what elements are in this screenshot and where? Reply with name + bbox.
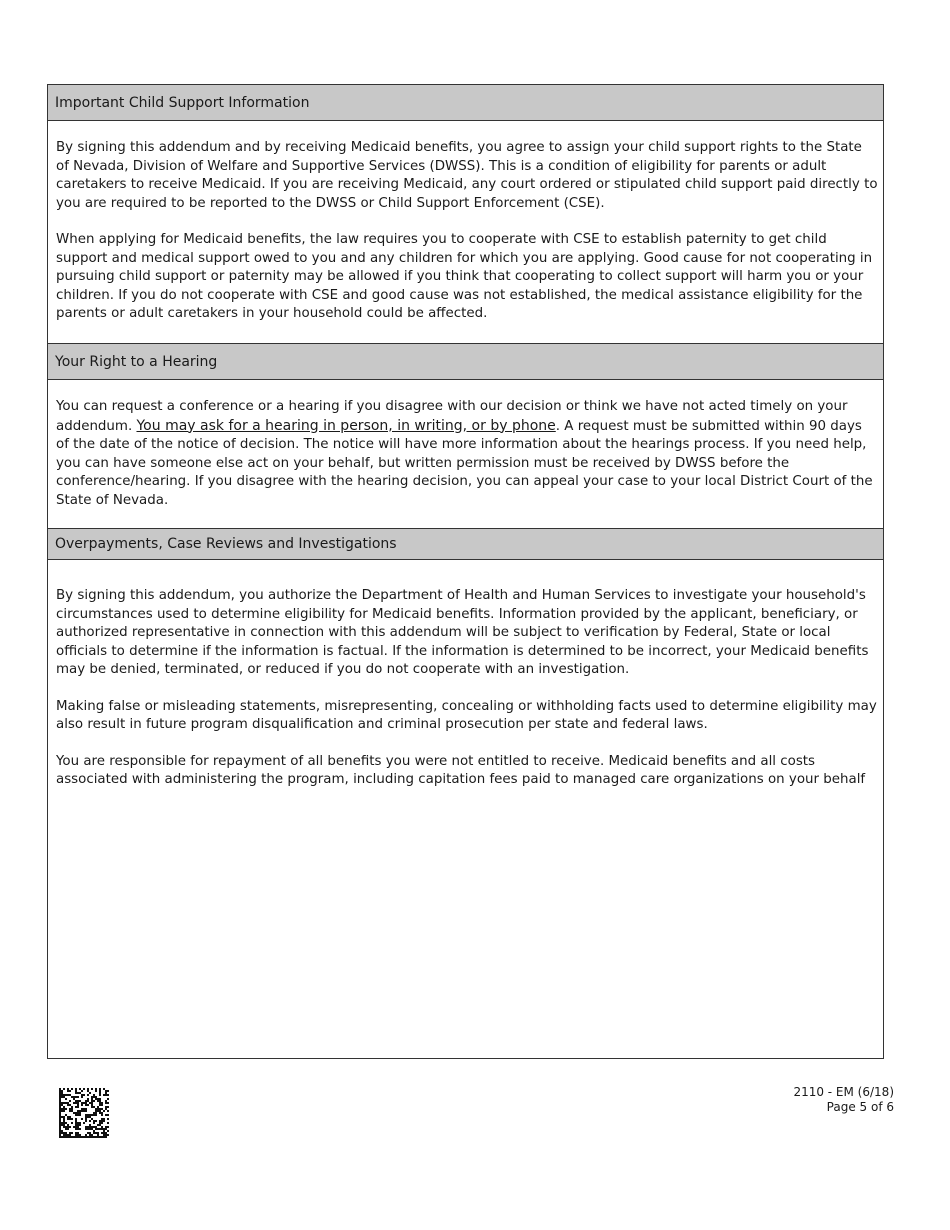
page-number: Page 5 of 6 <box>826 1099 894 1114</box>
section-header-hearing <box>48 343 883 380</box>
section-body-child-support <box>56 139 878 324</box>
section-title: Important Child Support Information <box>55 94 310 111</box>
paragraph <box>56 398 878 510</box>
section-header-overpayments <box>48 528 883 560</box>
hearing-methods-text: You may ask for a hearing in person, in writing, or by phone <box>136 417 556 434</box>
section-header-child-support <box>48 85 883 121</box>
section-title: Overpayments, Case Reviews and Investigations <box>55 536 397 552</box>
form-code: 2110 - EM (6/18) <box>793 1085 894 1099</box>
paragraph: Making false or misleading statements, misrepresenting, concealing or withholding facts used to determine eligibility may also result in future program disqualification and criminal prosecution per state and federal laws. <box>56 698 877 732</box>
2d-barcode-icon <box>59 1088 109 1138</box>
paragraph-text: You can request a conference or a hearing if you disagree with our decision or think we have not acted timely on your addendum. <box>56 399 848 434</box>
paragraph-text: . A request must be submitted within 90 days of the date of the notice of decision. The notice will have more information about the hearings process. If you need help, you can have someone else act on your behalf, but written permission must be received by DWSS before the conference/hearing. If you disagree with the hearing decision, you can appeal your case to your local District Court of the State of Nevada. <box>56 418 873 508</box>
paragraph: When applying for Medicaid benefits, the law requires you to cooperate with CSE to establish paternity to get child support and medical support owed to you and any children for which you are applying. Good cause for not cooperating in pursuing child support or paternity may be allowed if you think that cooperating to collect support will harm you or your children. If you do not cooperate with CSE and good cause was not established, the medical assistance eligibility for the parents or adult caretakers in your household could be affected. <box>56 232 873 321</box>
form-box <box>47 84 884 1059</box>
section-body-hearing <box>56 398 878 510</box>
form-footer <box>793 1085 894 1114</box>
paragraph: By signing this addendum, you authorize the Department of Health and Human Services to investigate your household's circumstances used to determine eligibility for Medicaid benefits. Information provided by the applicant, beneficiary, or authorized representative in connection with this addendum will be subject to verification by Federal, State or local officials to determine if the information is factual. If the information is determined to be incorrect, your Medicaid benefits may be denied, terminated, or reduced if you do not cooperate with an investigation. <box>56 588 869 677</box>
section-body-overpayments <box>56 587 878 790</box>
paragraph: By signing this addendum and by receiving Medicaid benefits, you agree to assign your child support rights to the State of Nevada, Division of Welfare and Supportive Services (DWSS). This is a condition of eligibility for parents or adult caretakers to receive Medicaid. If you are receiving Medicaid, any court ordered or stipulated child support paid directly to you are required to be reported to the DWSS or Child Support Enforcement (CSE). <box>56 140 878 211</box>
section-title: Your Right to a Hearing <box>55 353 218 370</box>
paragraph: You are responsible for repayment of all benefits you were not entitled to receive. Medicaid benefits and all costs associated with administering the program, including capitation fees paid to managed care organizations on your behalf <box>56 753 866 787</box>
